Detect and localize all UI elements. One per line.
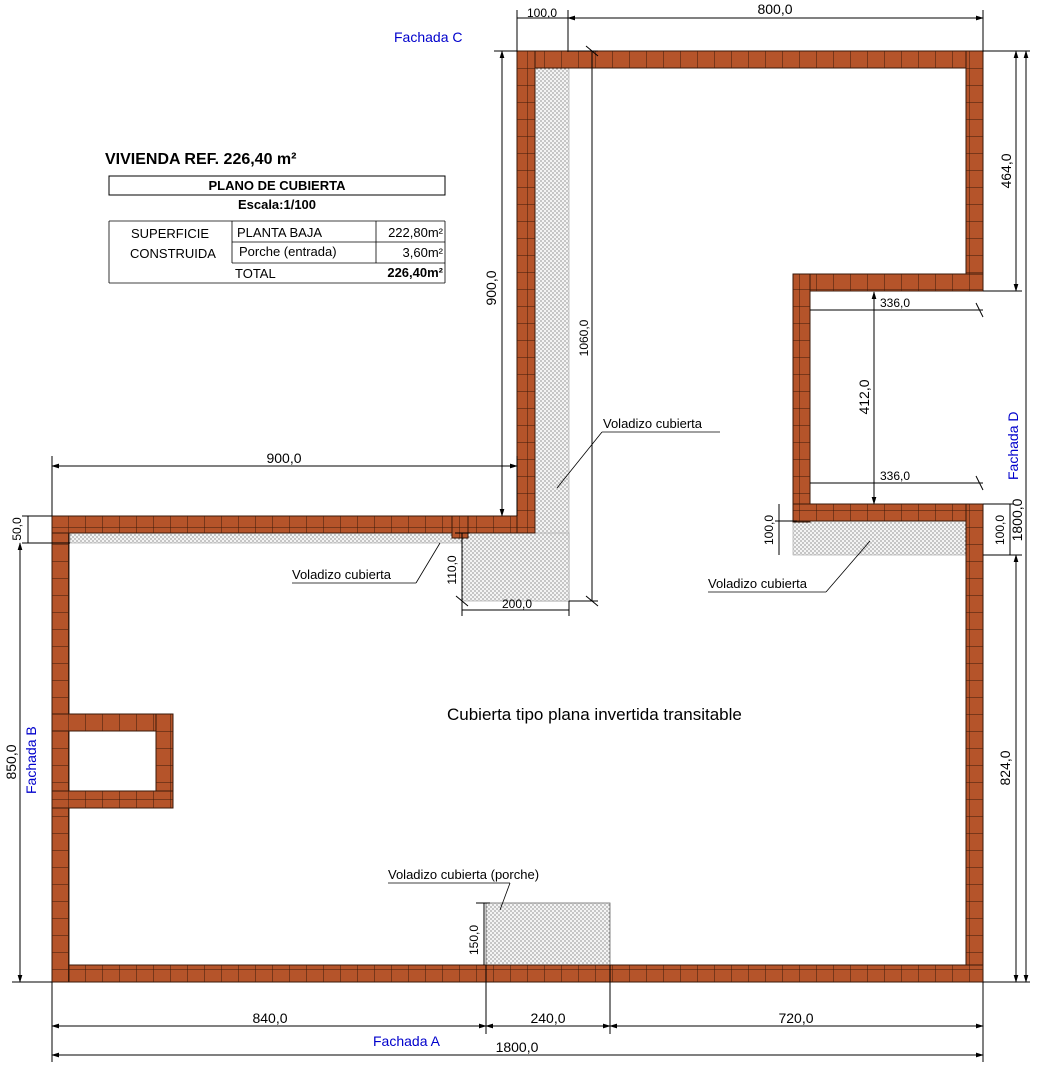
dim-900-vertical: 900,0 (483, 270, 499, 306)
dim-824: 824,0 (997, 750, 1013, 786)
row-planta-baja-value: 222,80m² (388, 225, 443, 240)
wall-top (517, 51, 983, 68)
dim-100-r1: 100,0 (762, 514, 776, 546)
row-porche-label: Porche (entrada) (239, 244, 337, 259)
dim-50: 50,0 (10, 517, 24, 541)
dim-top-100: 100,0 (526, 6, 558, 20)
overhang-porch (486, 903, 610, 965)
dim-1800-vertical: 1800,0 (1009, 498, 1025, 542)
roof-type-label: Cubierta tipo plana invertida transitable (447, 705, 742, 724)
drawing-title: VIVIENDA REF. 226,40 m² (105, 151, 297, 168)
total-label: TOTAL (235, 266, 276, 281)
wall-wing-vertical (517, 51, 535, 533)
annotation-voladizo-right: Voladizo cubierta (708, 576, 808, 591)
wall-notch-vertical (793, 274, 810, 522)
wall-notch-upper (793, 274, 983, 291)
row-planta-baja-label: PLANTA BAJA (237, 225, 323, 240)
dim-150: 150,0 (467, 924, 481, 956)
dim-bottom-840: 840,0 (252, 1010, 288, 1026)
wall-junction-patch (452, 516, 468, 538)
wall-bay-top (52, 714, 173, 731)
overhang-vertical-strip (535, 68, 569, 601)
overhang-left-strip (70, 533, 462, 543)
plan-name: PLANO DE CUBIERTA (208, 178, 346, 193)
wall-left (52, 516, 69, 982)
wall-bottom (52, 965, 983, 982)
dim-bottom-240: 240,0 (530, 1010, 566, 1026)
plan-scale: Escala:1/100 (237, 197, 317, 212)
leader-lines (292, 432, 870, 910)
dim-100-r2: 100,0 (993, 514, 1007, 546)
wall-bay-bottom (52, 791, 173, 808)
wall-notch-lower (793, 504, 983, 521)
dim-bottom-1800: 1800,0 (495, 1039, 539, 1055)
dim-top-800: 800,0 (757, 1, 793, 17)
overhang-corner-block (462, 533, 569, 601)
dim-336-b: 336,0 (879, 469, 911, 483)
fachada-d-label: Fachada D (1005, 411, 1021, 480)
fachada-c-label: Fachada C (394, 29, 463, 45)
dim-bottom-720: 720,0 (778, 1010, 814, 1026)
row-porche-value: 3,60m² (402, 245, 443, 260)
wall-right-lower (966, 504, 983, 982)
total-value: 226,40m² (387, 265, 443, 280)
dim-336-a: 336,0 (879, 296, 911, 310)
dim-850: 850,0 (3, 744, 19, 780)
annotation-voladizo-left: Voladizo cubierta (292, 567, 392, 582)
dim-200: 200,0 (501, 597, 533, 611)
dim-110: 110,0 (445, 555, 459, 585)
annotation-voladizo-top: Voladizo cubierta (603, 416, 703, 431)
overhang-right-block (793, 521, 967, 555)
dim-412: 412,0 (856, 379, 872, 415)
dim-464: 464,0 (998, 153, 1014, 189)
annotation-voladizo-porche: Voladizo cubierta (porche) (388, 867, 540, 882)
title-block (105, 151, 445, 283)
dim-1060: 1060,0 (577, 319, 591, 357)
parapet-walls (52, 51, 983, 982)
surface-label-1: SUPERFICIE (130, 226, 210, 241)
fachada-b-label: Fachada B (23, 726, 39, 794)
wall-right-upper (966, 51, 983, 291)
fachada-a-label: Fachada A (373, 1033, 440, 1049)
surface-label-2: CONSTRUIDA (130, 246, 216, 261)
dim-900-horizontal: 900,0 (266, 450, 302, 466)
